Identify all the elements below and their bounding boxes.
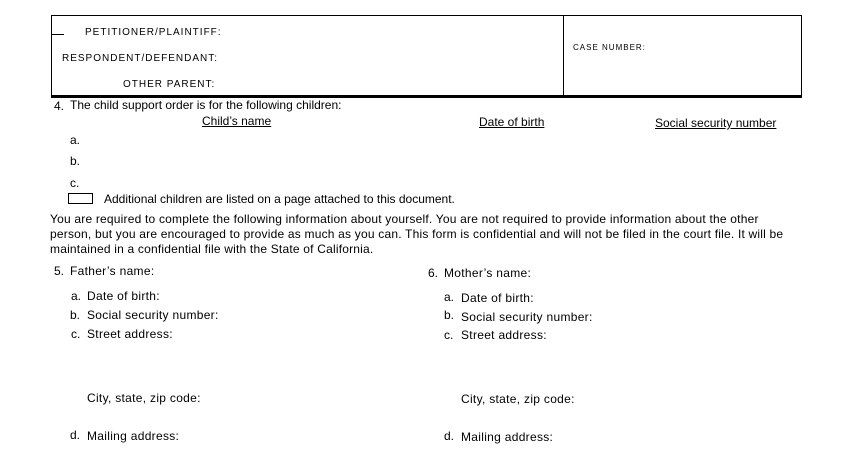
father-street-label: Street address: [87, 327, 173, 341]
mother-a-letter: a. [444, 290, 455, 304]
item4-text: The child support order is for the following children: [70, 98, 342, 112]
father-mailing-label: Mailing address: [87, 429, 180, 443]
father-city-label: City, state, zip code: [87, 391, 201, 405]
petitioner-label: PETITIONER/PLAINTIFF: [85, 27, 222, 38]
father-number: 5. [54, 264, 65, 278]
child-row-b: b. [70, 154, 81, 168]
column-childs-name: Child’s name [202, 114, 272, 128]
mother-dob-label: Date of birth: [461, 291, 534, 305]
mother-city-label: City, state, zip code: [461, 392, 575, 406]
father-d-letter: d. [70, 428, 81, 442]
mother-mailing-label: Mailing address: [461, 430, 554, 444]
father-ssn-label: Social security number: [87, 308, 219, 322]
case-number-label: CASE NUMBER: [573, 43, 646, 52]
father-name-label: Father’s name: [70, 264, 155, 278]
father-a-letter: a. [71, 289, 82, 303]
respondent-label: RESPONDENT/DEFENDANT: [62, 53, 219, 64]
mother-d-letter: d. [444, 429, 455, 443]
caption-dash [52, 34, 64, 35]
mother-name-label: Mother’s name: [444, 266, 532, 280]
notice-line-3: maintained in a confidential file with the State of California. [50, 242, 374, 256]
column-date-of-birth: Date of birth [479, 115, 545, 129]
other-parent-label: OTHER PARENT: [123, 79, 216, 90]
notice-line-2: person, but you are encouraged to provide as much as you can. This form is confidential and will not be filed in the court file. It will be [50, 227, 784, 241]
additional-children-checkbox[interactable] [68, 193, 93, 204]
father-c-letter: c. [71, 327, 81, 341]
child-row-c: c. [70, 176, 80, 190]
mother-street-label: Street address: [461, 328, 547, 342]
notice-line-1: You are required to complete the following information about yourself. You are not required to provide information about the other [50, 212, 759, 226]
mother-ssn-label: Social security number: [461, 310, 593, 324]
child-row-a: a. [70, 133, 81, 147]
additional-children-label: Additional children are listed on a page attached to this document. [104, 192, 455, 206]
father-b-letter: b. [70, 308, 81, 322]
father-dob-label: Date of birth: [87, 289, 160, 303]
mother-b-letter: b. [444, 308, 455, 322]
column-ssn: Social security number [655, 116, 777, 130]
caption-divider [563, 16, 564, 95]
mother-number: 6. [428, 266, 439, 280]
mother-c-letter: c. [444, 328, 454, 342]
item4-number: 4. [54, 99, 65, 113]
